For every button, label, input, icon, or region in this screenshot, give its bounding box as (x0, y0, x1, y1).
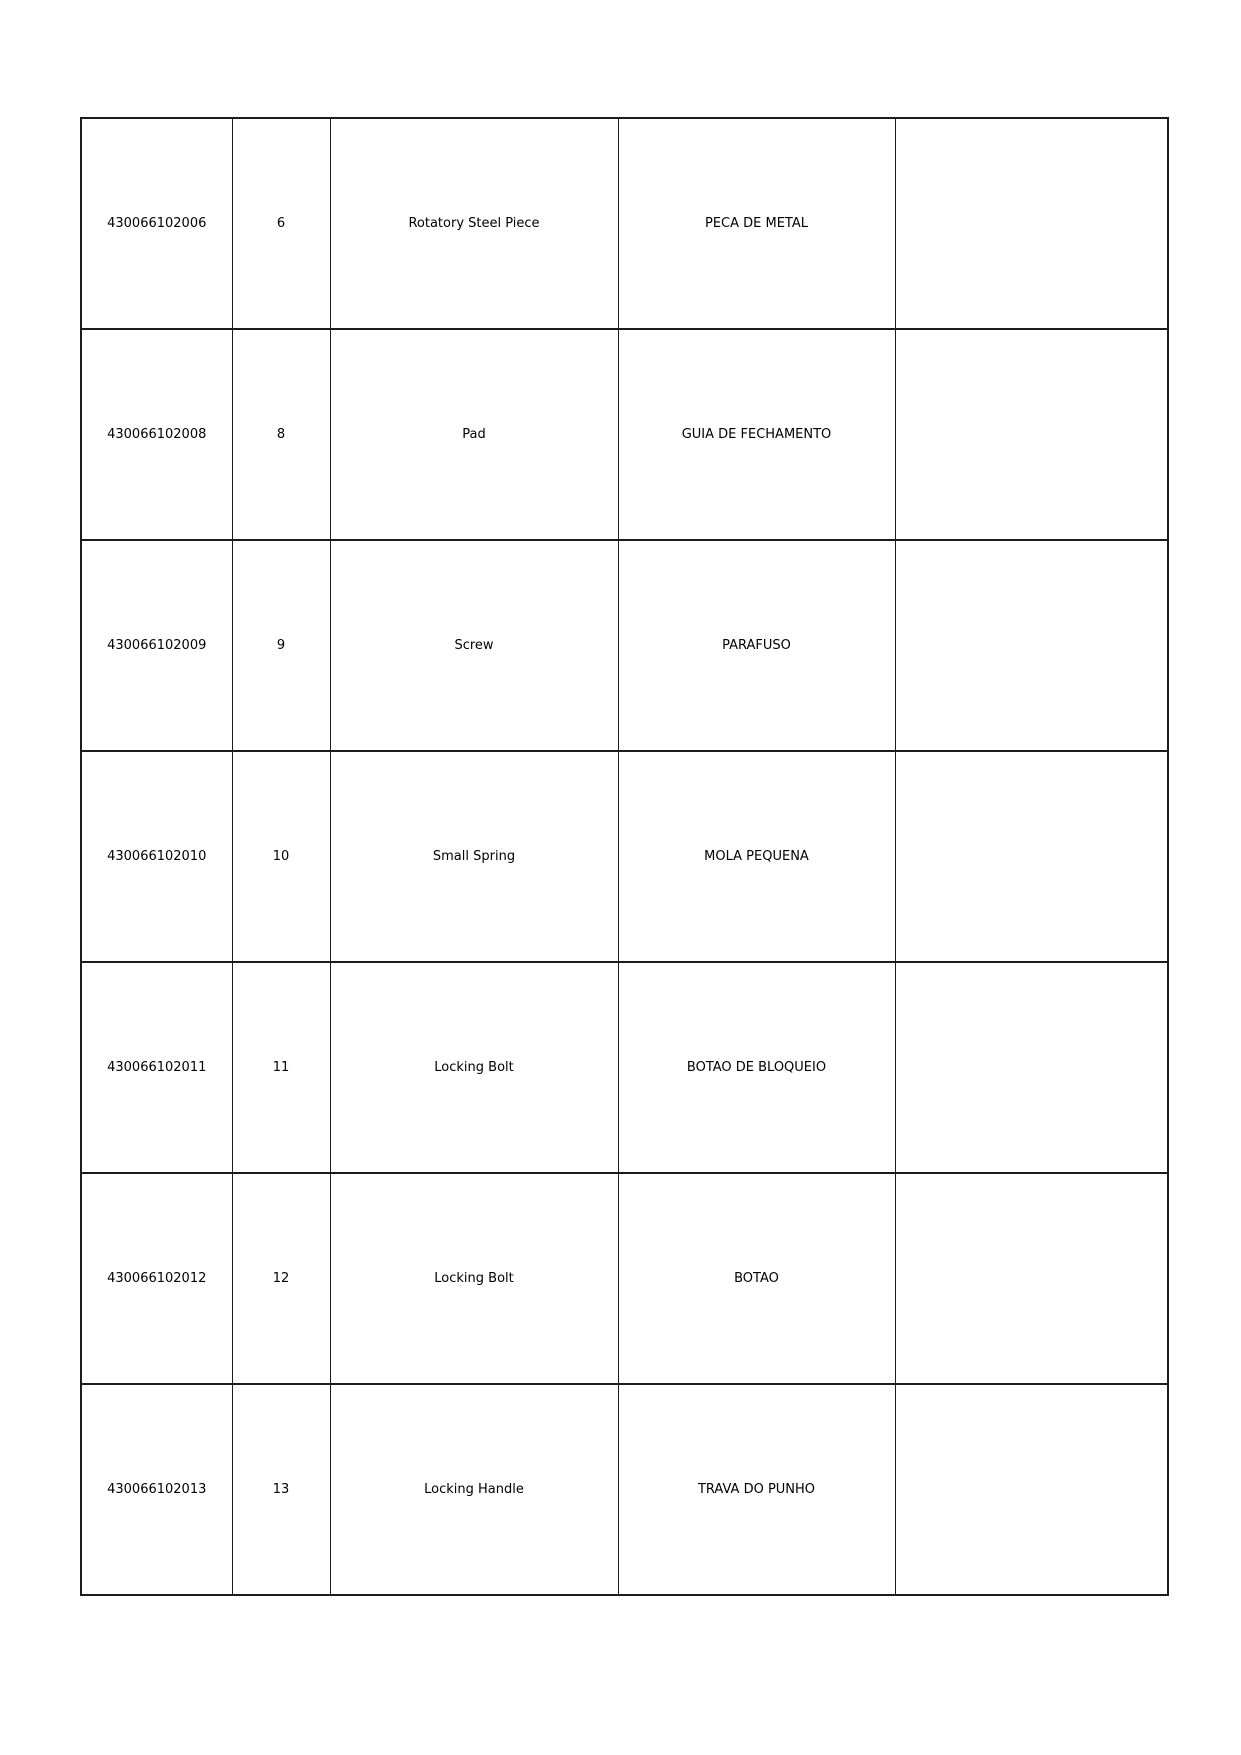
part-number-cell: 430066102009 (81, 540, 232, 751)
extra-cell (895, 962, 1168, 1173)
part-number-cell: 430066102013 (81, 1384, 232, 1595)
parts-table-body (81, 118, 1168, 1595)
description-en-cell: Rotatory Steel Piece (330, 118, 618, 329)
part-number-cell: 430066102008 (81, 329, 232, 540)
extra-cell (895, 329, 1168, 540)
ref-number-cell: 12 (232, 1173, 330, 1384)
ref-number-cell: 10 (232, 751, 330, 962)
ref-number-cell: 8 (232, 329, 330, 540)
table-row (81, 962, 1168, 1173)
table-row (81, 1384, 1168, 1595)
table-row (81, 329, 1168, 540)
ref-number-cell: 6 (232, 118, 330, 329)
description-en-cell: Small Spring (330, 751, 618, 962)
parts-table (80, 117, 1169, 1596)
description-en-cell: Locking Bolt (330, 962, 618, 1173)
description-en-cell: Locking Bolt (330, 1173, 618, 1384)
description-en-cell: Screw (330, 540, 618, 751)
description-en-cell: Locking Handle (330, 1384, 618, 1595)
description-en-cell: Pad (330, 329, 618, 540)
table-row (81, 118, 1168, 329)
table-row (81, 540, 1168, 751)
extra-cell (895, 540, 1168, 751)
part-number-cell: 430066102012 (81, 1173, 232, 1384)
description-pt-cell: TRAVA DO PUNHO (618, 1384, 895, 1595)
extra-cell (895, 1384, 1168, 1595)
extra-cell (895, 1173, 1168, 1384)
part-number-cell: 430066102011 (81, 962, 232, 1173)
description-pt-cell: GUIA DE FECHAMENTO (618, 329, 895, 540)
table-row (81, 1173, 1168, 1384)
table-row (81, 751, 1168, 962)
part-number-cell: 430066102010 (81, 751, 232, 962)
description-pt-cell: MOLA PEQUENA (618, 751, 895, 962)
description-pt-cell: BOTAO (618, 1173, 895, 1384)
description-pt-cell: BOTAO DE BLOQUEIO (618, 962, 895, 1173)
ref-number-cell: 9 (232, 540, 330, 751)
extra-cell (895, 118, 1168, 329)
description-pt-cell: PARAFUSO (618, 540, 895, 751)
description-pt-cell: PECA DE METAL (618, 118, 895, 329)
part-number-cell: 430066102006 (81, 118, 232, 329)
ref-number-cell: 13 (232, 1384, 330, 1595)
ref-number-cell: 11 (232, 962, 330, 1173)
extra-cell (895, 751, 1168, 962)
